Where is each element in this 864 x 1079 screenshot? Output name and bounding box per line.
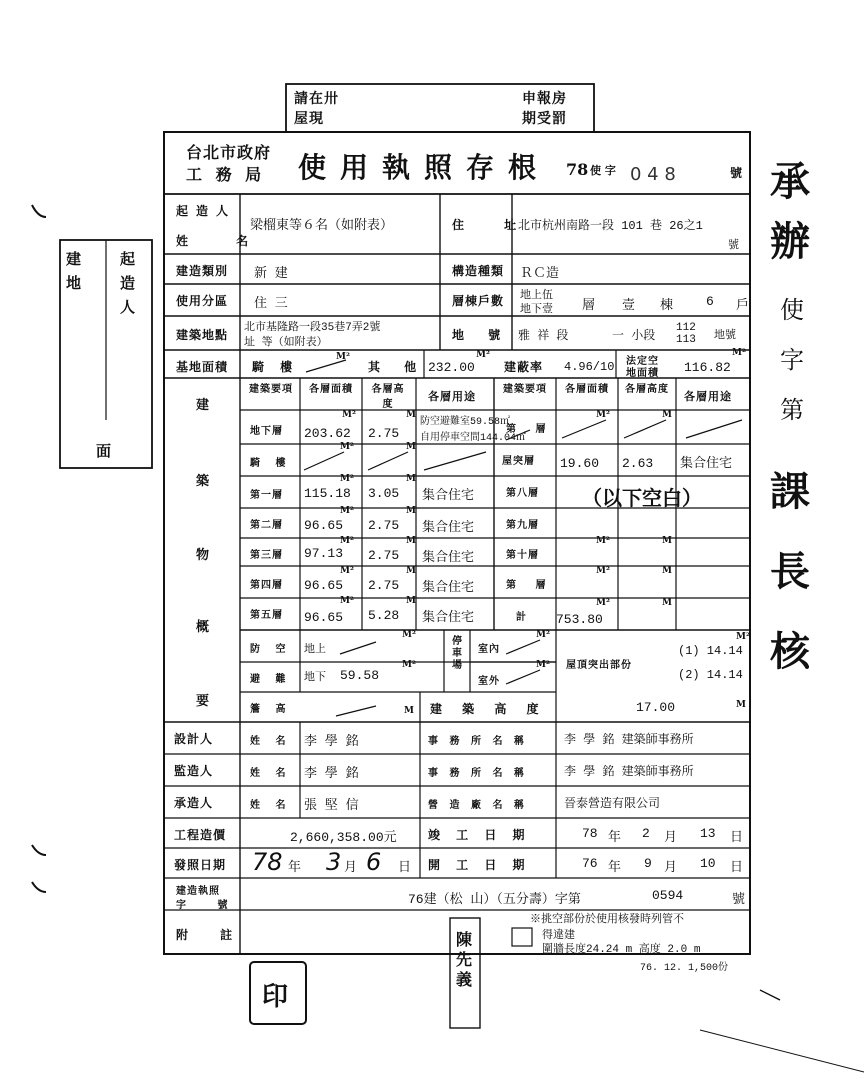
- parking-label: 停車場: [452, 636, 463, 671]
- floor-area: 96.65: [304, 518, 344, 533]
- height-label: 建 築 高 度: [430, 702, 547, 716]
- u-area: M²: [340, 536, 354, 546]
- u-area: M²: [342, 410, 356, 420]
- remarks-note1: ※挑空部份於使用核發時列管不: [530, 914, 684, 926]
- floor-name: 第十層: [506, 550, 539, 561]
- shelter-below-value: 59.58: [340, 668, 380, 683]
- left-box-bottom: 面: [96, 442, 113, 460]
- u-height: M: [406, 474, 416, 484]
- floor-area: 96.65: [304, 610, 344, 625]
- contractor-label: 承造人: [174, 796, 214, 810]
- cost-value: 2,660,358.00元: [290, 830, 397, 845]
- form-code: 76. 12. 1,500份: [640, 963, 729, 974]
- supervisor-label: 監造人: [174, 764, 214, 778]
- shelter-below-unit: M²: [402, 660, 416, 670]
- stamp-top-right2: 期受罰: [522, 111, 567, 127]
- supervisor-name: 李 學 銘: [304, 766, 359, 781]
- floor-height: 5.28: [368, 608, 400, 623]
- zone-value: 住 三: [254, 296, 288, 311]
- u-height: M: [662, 598, 672, 608]
- contractor-company: 晉泰營造有限公司: [564, 797, 661, 811]
- height-unit: M: [736, 700, 746, 710]
- floor-name: 屋突層: [502, 456, 535, 467]
- shelter-above-unit: M²: [402, 630, 416, 640]
- structure-label: 構造種類: [452, 264, 505, 278]
- start-d: 日: [730, 860, 744, 875]
- eaves-label: 簷 高: [250, 704, 292, 715]
- arcade-label: 騎 樓: [252, 360, 299, 374]
- stamp-top-right1: 申報房: [522, 91, 567, 107]
- left-box-c2-2: 造: [120, 274, 137, 292]
- parking-outdoor: 室外: [478, 676, 500, 687]
- floor-use: 集合住宅: [422, 488, 475, 503]
- floor-name: 第八層: [506, 488, 539, 499]
- left-box-c1-2: 地: [66, 274, 83, 292]
- page-title: 使用執照存根: [298, 151, 551, 184]
- floor-area: 115.18: [304, 486, 351, 501]
- floor-area: 753.80: [556, 612, 603, 627]
- lot-suffix: 地號: [714, 330, 736, 342]
- u-area: M²: [340, 442, 354, 452]
- issue-month: 3: [326, 848, 342, 876]
- completion-m: 月: [664, 830, 678, 845]
- hdr-item-left: 建築要項: [249, 384, 293, 395]
- issue-label: 發照日期: [174, 858, 227, 872]
- cp-label1: 建造執照: [176, 886, 220, 897]
- start-year: 76: [582, 856, 598, 871]
- height-value: 17.00: [636, 700, 676, 715]
- u-height: M: [406, 442, 416, 452]
- contractor-name-label: 姓 名: [250, 800, 292, 811]
- permit-year: 78: [566, 160, 589, 179]
- supervisor-office: 李 學 銘 建築師事務所: [564, 765, 694, 779]
- supervisor-office-label: 事 務 所 名 稱: [428, 768, 528, 779]
- parking-outdoor-unit: M²: [536, 660, 550, 670]
- u-area: M²: [340, 566, 354, 576]
- left-box-c1-1: 建: [66, 250, 83, 268]
- completion-year: 78: [582, 826, 598, 841]
- lot-number: 113: [676, 334, 696, 346]
- issue-d: 日: [398, 860, 412, 875]
- contractor-company-label: 營 造 廠 名 稱: [428, 800, 528, 811]
- agency-line2: 工 務 局: [186, 165, 266, 184]
- hdr-area-left: 各層面積: [309, 384, 353, 395]
- address-label: 住 址: [452, 218, 535, 232]
- floor-name: 第九層: [506, 520, 539, 531]
- applicant-label1: 起造人: [176, 204, 237, 218]
- completion-y: 年: [608, 830, 622, 845]
- designer-name-label: 姓 名: [250, 736, 292, 747]
- roof-v1-unit: M²: [736, 632, 750, 642]
- floor-area: 97.13: [304, 546, 344, 561]
- rm-5: 第: [780, 396, 804, 424]
- rm-4: 字: [780, 346, 804, 374]
- agency-line1: 台北市政府: [186, 143, 272, 162]
- floors-hh-unit: 戶: [736, 298, 750, 313]
- floor-use: 集合住宅: [422, 520, 475, 535]
- u-area: M²: [596, 598, 610, 608]
- permit-number: 0 4 8: [630, 164, 676, 185]
- floor-use: 集合住宅: [422, 550, 475, 565]
- floor-name: 第二層: [250, 520, 283, 531]
- side-label-4: 概: [196, 620, 211, 635]
- rm-1: 承: [770, 159, 810, 205]
- coverage-label: 建蔽率: [504, 360, 544, 374]
- u-height: M: [406, 566, 416, 576]
- legal-unit: M²: [732, 348, 746, 358]
- hdr-use-left: 各層用途: [428, 390, 476, 403]
- floor-height: 2.75: [368, 578, 400, 593]
- address-value-1: 北市杭州南路一段 101 巷 26之1: [518, 219, 703, 233]
- rm-2: 辦: [770, 219, 810, 265]
- shelter-label1: 防 空: [250, 644, 292, 655]
- u-height: M: [406, 596, 416, 606]
- parking-indoor: 室內: [478, 644, 500, 655]
- floor-height: 2.75: [368, 518, 400, 533]
- remarks-note3: 圍牆長度24.24 m 高度 2.0 m: [542, 944, 701, 956]
- blank-note: （以下空白）: [582, 486, 702, 510]
- floor-height: 2.63: [622, 456, 654, 471]
- designer-label: 設計人: [174, 732, 214, 746]
- category-label: 建造類別: [176, 264, 229, 278]
- location-value-2: 址 等（如附表）: [244, 337, 328, 349]
- rm-6: 課: [770, 469, 810, 515]
- hdr-item-right: 建築要項: [503, 384, 547, 395]
- u-height: M: [662, 566, 672, 576]
- coverage-value: 4.96/10: [564, 360, 615, 374]
- floor-use: 集合住宅: [422, 610, 475, 625]
- issue-y: 年: [288, 860, 302, 875]
- structure-value: ＲＣ造: [520, 266, 560, 281]
- hdr-use-right: 各層用途: [684, 390, 732, 403]
- start-day: 10: [700, 856, 716, 871]
- u-height: M: [406, 506, 416, 516]
- seal-2: 陳先義: [456, 930, 474, 989]
- floor-use: 集合住宅: [680, 456, 733, 471]
- floor-use: 集合住宅: [422, 580, 475, 595]
- u-area: M²: [596, 566, 610, 576]
- side-label-5: 要: [196, 694, 211, 709]
- cp-number: 0594: [652, 888, 684, 903]
- cp-label2: 字 號: [176, 900, 242, 911]
- roof-v1: (1) 14.14: [678, 644, 743, 658]
- floors-layer: 層: [582, 298, 596, 313]
- stamp-top-line2: 屋現: [294, 111, 324, 127]
- contractor-name: 張 堅 信: [304, 798, 359, 813]
- site-arcade-unit: M²: [336, 352, 350, 362]
- rm-7: 長: [770, 549, 810, 595]
- floor-name: 地下層: [250, 426, 283, 437]
- u-area: M²: [596, 410, 610, 420]
- other-value: 232.00: [428, 360, 475, 375]
- issue-year: 78: [252, 848, 283, 876]
- left-box-c2-1: 起: [120, 250, 137, 268]
- floors-bldg-unit: 棟: [660, 298, 674, 313]
- designer-office: 李 學 銘 建築師事務所: [564, 733, 694, 747]
- completion-day: 13: [700, 826, 716, 841]
- start-month: 9: [644, 856, 652, 871]
- lot-number-2: 112: [676, 322, 696, 334]
- hdr-area-right: 各層面積: [565, 384, 609, 395]
- lot-label: 地 號: [452, 328, 511, 342]
- zone-label: 使用分區: [176, 294, 229, 308]
- u-height: M: [406, 410, 416, 420]
- floor-height: 3.05: [368, 486, 400, 501]
- floors-households: 6: [706, 294, 714, 309]
- issue-m: 月: [344, 860, 358, 875]
- floor-name: 第三層: [250, 550, 283, 561]
- floor-height: 2.75: [368, 426, 400, 441]
- u-area: M²: [340, 474, 354, 484]
- issue-day: 6: [366, 848, 382, 876]
- floor-use: 防空避難室59.58㎡: [420, 417, 511, 428]
- floors-above: 地上伍: [520, 290, 553, 302]
- rm-3: 使: [780, 296, 804, 324]
- floor-height: 2.75: [368, 548, 400, 563]
- u-height: M: [406, 536, 416, 546]
- completion-label: 竣 工 日 期: [428, 828, 531, 842]
- floor-use-2: 自用停車空間144.04㎡: [420, 433, 527, 444]
- roof-label: 屋頂突出部份: [566, 660, 632, 671]
- shelter-above: 地上: [304, 644, 326, 656]
- other-label: 其 他: [368, 360, 427, 374]
- floor-name: 第四層: [250, 580, 283, 591]
- location-value-1: 北市基隆路一段35巷7弄2號: [244, 322, 381, 334]
- roof-v2: (2) 14.14: [678, 668, 743, 682]
- address-value-2: 號: [728, 240, 739, 252]
- applicant-label2: 姓 名: [176, 234, 271, 248]
- u-area: M²: [596, 536, 610, 546]
- permit-char: 使 字: [590, 164, 616, 177]
- u-height: M: [662, 536, 672, 546]
- hdr-height-left: 各層高度: [371, 384, 405, 410]
- u-height: M: [662, 410, 672, 420]
- side-label-3: 物: [196, 548, 211, 563]
- legal-value: 116.82: [684, 360, 731, 375]
- completion-d: 日: [730, 830, 744, 845]
- legal-label1: 法定空: [626, 356, 659, 367]
- site-area-label: 基地面積: [176, 360, 229, 374]
- floor-area: 203.62: [304, 426, 351, 441]
- floors-below: 地下壹: [520, 304, 553, 316]
- floor-name: 第一層: [250, 490, 283, 501]
- side-label-2: 築: [196, 474, 211, 489]
- completion-month: 2: [642, 826, 650, 841]
- floors-label: 層棟戶數: [452, 294, 505, 308]
- location-label: 建築地點: [176, 328, 229, 342]
- remarks-note2: 得違建: [542, 930, 575, 942]
- floor-name: 第 層: [506, 580, 554, 591]
- floor-name: 第五層: [250, 610, 283, 621]
- start-m: 月: [664, 860, 678, 875]
- start-y: 年: [608, 860, 622, 875]
- shelter-below: 地下: [304, 672, 326, 684]
- u-area: M²: [340, 506, 354, 516]
- lot-section: 雅 祥 段: [518, 329, 569, 343]
- floors-bldg-count: 壹: [622, 298, 636, 313]
- cost-label: 工程造價: [174, 828, 227, 842]
- floor-area: 96.65: [304, 578, 344, 593]
- floor-name: 騎 樓: [250, 458, 292, 469]
- supervisor-name-label: 姓 名: [250, 768, 292, 779]
- remarks-label: 附 註: [176, 928, 247, 942]
- floor-area: 19.60: [560, 456, 600, 471]
- permit-suffix: 號: [730, 166, 744, 180]
- designer-office-label: 事 務 所 名 稱: [428, 736, 528, 747]
- parking-indoor-unit: M²: [536, 630, 550, 640]
- left-box-c2-3: 人: [120, 298, 137, 316]
- start-label: 開 工 日 期: [428, 858, 531, 872]
- legal-label2: 地面積: [626, 368, 659, 379]
- cp-suffix: 號: [732, 892, 746, 907]
- lot-sub: 一 小段: [612, 329, 656, 343]
- rm-8: 核: [770, 629, 810, 675]
- site-other-unit: M²: [476, 350, 490, 360]
- hdr-height-right: 各層高度: [625, 384, 669, 395]
- applicant-value: 梁榴東等６名（如附表）: [250, 218, 394, 233]
- cp-value: 76建（松 山）（五分壽）字第: [408, 892, 581, 907]
- designer-name: 李 學 銘: [304, 734, 359, 749]
- shelter-label2: 避 難: [250, 674, 292, 685]
- floor-name: 計: [516, 612, 527, 623]
- u-area: M²: [340, 596, 354, 606]
- side-label-1: 建: [196, 398, 211, 413]
- floor-name: 第 層: [506, 424, 554, 435]
- eaves-unit: M: [404, 706, 414, 716]
- stamp-top-line1: 請在卅: [294, 91, 339, 107]
- category-value: 新 建: [254, 266, 288, 281]
- seal-1: 印: [262, 982, 290, 1012]
